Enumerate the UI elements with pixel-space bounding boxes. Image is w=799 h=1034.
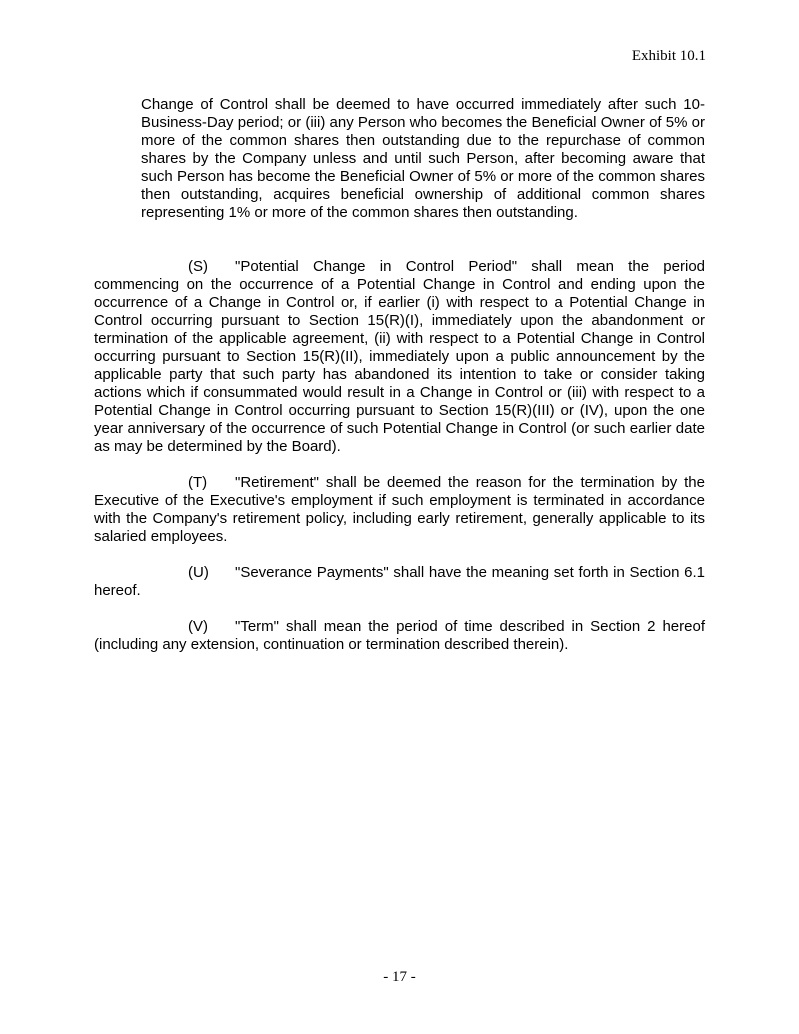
section-s-paragraph xyxy=(94,258,705,456)
section-u-label: (U) xyxy=(188,564,209,581)
continuation-paragraph: Change of Control shall be deemed to have occurred immediately after such 10-Business-Day period; or (iii) any Person who becomes the Beneficial Owner of 5% or more of the common shares then outstanding due to the repurchase of common shares by the Company unless and until such Person, after becoming aware that such Person has become the Beneficial Owner of 5% or more of the common shares then outstanding, acquires beneficial ownership of additional common shares representing 1% or more of the common shares then outstanding. xyxy=(141,96,705,221)
section-u-text: "Severance Payments" shall have the meaning set forth in Section 6.1 hereof. xyxy=(94,564,705,599)
page-number: - 17 - xyxy=(383,969,416,985)
section-t-text: "Retirement" shall be deemed the reason for the termination by the Executive of the Executive's employment if such employment is terminated in accordance with the Company's retirement policy, including early retirement, generally applicable to its salaried employees. xyxy=(94,474,705,545)
section-t-label: (T) xyxy=(188,474,208,491)
section-v-label: (V) xyxy=(188,618,208,635)
section-v-paragraph xyxy=(94,618,705,654)
section-t-paragraph xyxy=(94,474,705,546)
section-s-text: "Potential Change in Control Period" shall mean the period commencing on the occurrence of a Potential Change in Control and ending upon the occurrence of a Change in Control or, if earlier (i) with respect to a Potential Change in Control occurring pursuant to Section 15(R)(I), immediately upon the abandonment or termination of the applicable agreement, (ii) with respect to a Potential Change in Control occurring pursuant to Section 15(R)(II), immediately upon a public announcement by the applicable party that such party has abandoned its intention to take or consider taking actions which if consummated would result in a Change in Control or (iii) with respect to a Potential Change in Control occurring pursuant to Section 15(R)(III) or (IV), upon the one year anniversary of the occurrence of such Potential Change in Control (or such earlier date as may be determined by the Board). xyxy=(94,258,705,455)
section-s-label: (S) xyxy=(188,258,208,275)
section-u-paragraph xyxy=(94,564,705,600)
section-v-text: "Term" shall mean the period of time described in Section 2 hereof (including any extension, continuation or termination described therein). xyxy=(94,618,705,653)
exhibit-label: Exhibit 10.1 xyxy=(631,48,706,64)
